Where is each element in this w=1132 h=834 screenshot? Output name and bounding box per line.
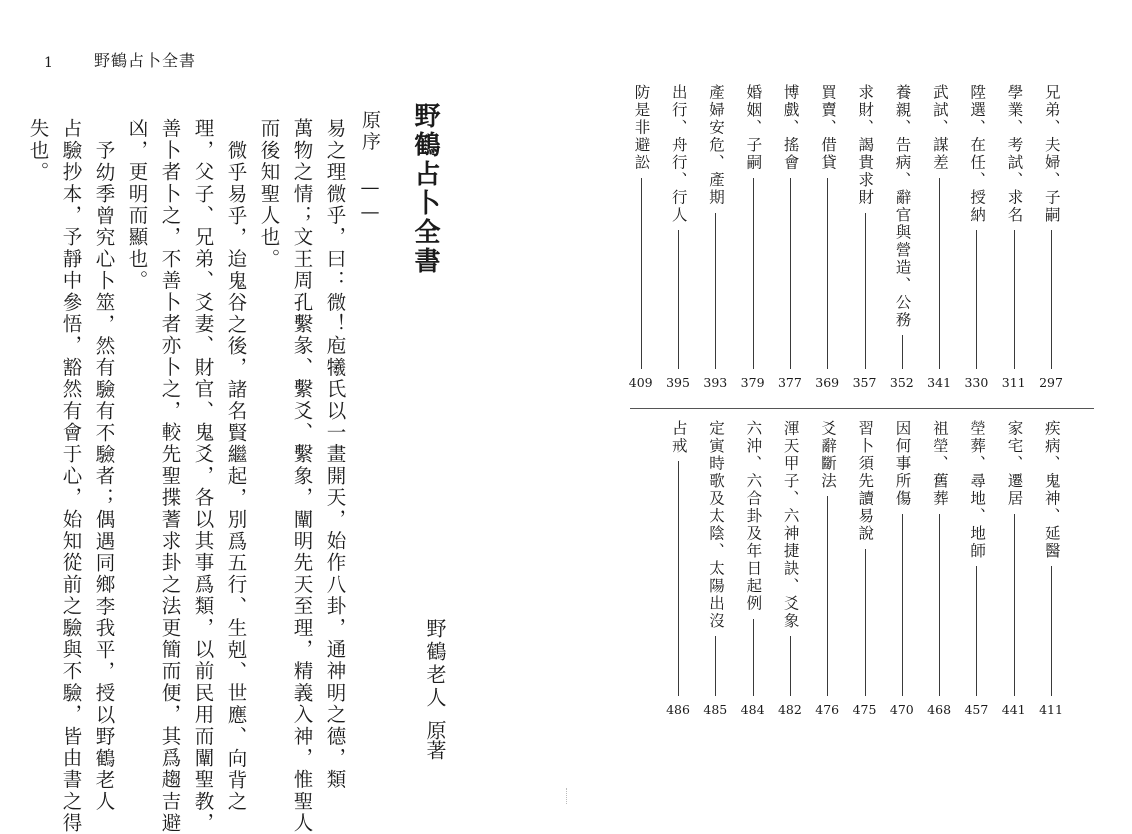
toc-entry	[738, 84, 768, 393]
toc-leader-line	[827, 496, 828, 696]
toc-entry-title: 祖塋、舊葬	[930, 420, 949, 508]
toc-entry-title: 防是非避訟	[632, 84, 651, 172]
toc-entry	[775, 84, 805, 393]
toc-page-number: 369	[815, 375, 840, 390]
toc-entry	[850, 84, 880, 393]
toc-entry-title: 疾病、鬼神、延醫	[1042, 420, 1061, 560]
toc-entry	[1036, 420, 1066, 720]
preface-column: 微乎易乎，迨鬼谷之後，諸名賢繼起，別爲五行、生剋、世應、向背之	[224, 140, 248, 813]
gutter-mark	[566, 788, 579, 804]
toc-page-number: 486	[666, 702, 690, 717]
toc-entry	[850, 420, 880, 720]
preface-heading: 原序 ——	[359, 110, 381, 225]
toc-leader-line	[678, 230, 679, 369]
toc-page-number: 409	[628, 375, 653, 390]
toc-leader-line	[827, 178, 828, 370]
toc-entry-title: 習卜須先讀易說	[856, 420, 875, 543]
toc-entry-title: 家宅、遷居	[1005, 420, 1024, 508]
preface-column: 予幼季曾究心卜筮，然有驗有不驗者；偶遇同鄉李我平，授以野鶴老人	[92, 140, 116, 813]
preface-column: 占驗抄本，予靜中參悟，豁然有會于心，始知從前之驗與不驗，皆由書之得	[59, 118, 83, 834]
toc-page-number: 395	[666, 375, 690, 390]
toc-entry-title: 博戲、搖會	[781, 84, 800, 172]
toc-leader-line	[678, 461, 679, 696]
toc-entry	[700, 420, 730, 720]
preface-column: 萬物之情；文王周孔繫彖、繫爻、繫象，闡明先天至理，精義入神，惟聖人	[290, 118, 314, 834]
toc-entry-title: 定寅時歌及太陰、太陽出沒	[707, 420, 726, 630]
toc-entry-title: 武試、謀差	[930, 84, 949, 172]
toc-page-number: 297	[1039, 375, 1063, 390]
toc-page-number: 377	[777, 375, 802, 390]
toc-leader-line	[939, 178, 940, 370]
toc-leader-line	[790, 178, 791, 370]
toc-leader-line	[1014, 514, 1015, 697]
preface-column: 善卜者卜之，不善卜者亦卜之，較先聖揲蓍求卦之法更簡而便，其爲趨吉避	[158, 118, 182, 834]
toc-entry-title: 因何事所傷	[893, 420, 912, 508]
toc-leader-line	[641, 178, 642, 370]
running-title: 野鶴占卜全書	[94, 51, 197, 70]
toc-leader-line	[753, 619, 754, 697]
toc-leader-line	[902, 335, 903, 369]
toc-page-number: 476	[815, 702, 840, 717]
toc-leader-line	[715, 213, 716, 370]
right-page	[566, 0, 1132, 814]
page-number: 1	[44, 55, 53, 71]
toc-page-number: 330	[964, 375, 989, 390]
toc-entry-title: 學業、考試、求名	[1005, 84, 1024, 224]
toc-entry	[738, 420, 768, 720]
preface-column: 失也。	[26, 118, 50, 184]
toc-entry	[663, 420, 693, 720]
toc-entry-title: 產婦安危、產期	[707, 84, 726, 207]
toc-leader-line	[865, 549, 866, 697]
toc-divider	[630, 408, 1094, 409]
toc-page-number: 357	[852, 375, 877, 390]
toc-entry	[812, 84, 842, 393]
toc-leader-line	[1051, 566, 1052, 696]
toc-page-number: 379	[740, 375, 765, 390]
toc-page-number: 411	[1039, 702, 1063, 717]
toc-entry	[887, 84, 917, 393]
book-title: 野鶴占卜全書	[410, 102, 440, 276]
toc-leader-line	[1051, 230, 1052, 369]
toc-page-number: 352	[889, 375, 914, 390]
toc-entry	[887, 420, 917, 720]
toc-entry-title: 爻辭斷法	[818, 420, 837, 490]
toc-page-number: 393	[703, 375, 728, 390]
toc-entry-title: 六沖、六合卦及年日起例	[744, 420, 763, 613]
toc-leader-line	[976, 230, 977, 369]
preface-column: 理，父子、兄弟、爻妻、財官、鬼爻，各以其事爲類，以前民用而闡聖教，	[191, 118, 215, 834]
toc-entry	[961, 84, 991, 393]
toc-entry	[812, 420, 842, 720]
toc-entry	[626, 84, 656, 393]
toc-entry-title: 塋葬、尋地、地師	[968, 420, 987, 560]
toc-entry-title: 養親、告病、辭官與營造、公務	[893, 84, 912, 329]
toc-entry	[775, 420, 805, 720]
toc-page-number: 470	[889, 702, 914, 717]
toc-leader-line	[902, 514, 903, 697]
toc-entry	[961, 420, 991, 720]
toc-page-number: 341	[927, 375, 952, 390]
toc-leader-line	[753, 178, 754, 370]
toc-page-number: 484	[740, 702, 765, 717]
toc-entry-title: 婚姻、子嗣	[744, 84, 763, 172]
toc-page-number: 311	[1001, 375, 1026, 390]
toc-entry	[924, 84, 954, 393]
toc-leader-line	[865, 213, 866, 370]
preface-column: 而後知聖人也。	[257, 118, 281, 270]
toc-entry-title: 買賣、借貸	[818, 84, 837, 172]
toc-entry	[1036, 84, 1066, 393]
toc-entry	[999, 84, 1029, 393]
preface-column: 凶，更明而顯也。	[125, 118, 149, 292]
toc-page-number: 468	[927, 702, 952, 717]
preface-column: 易之理微乎，曰：微！庖犧氏以一畫開天，始作八卦，通神明之德，類	[323, 118, 347, 791]
toc-leader-line	[1014, 230, 1015, 369]
author-name: 野鶴老人	[423, 618, 447, 710]
toc-entry	[999, 420, 1029, 720]
toc-leader-line	[939, 514, 940, 697]
toc-page-number: 475	[852, 702, 877, 717]
toc-entry-title: 兄弟、夫婦、子嗣	[1042, 84, 1061, 224]
toc-leader-line	[715, 636, 716, 696]
toc-entry-title: 陞選、在任、授納	[968, 84, 987, 224]
toc-entry-title: 出行、舟行、行人	[669, 84, 688, 224]
toc-page-number: 482	[777, 702, 802, 717]
toc-entry	[700, 84, 730, 393]
toc-page-number: 485	[703, 702, 728, 717]
toc-page-number: 441	[1001, 702, 1026, 717]
toc-entry-title: 求財、謁貴求財	[856, 84, 875, 207]
toc-page-number: 457	[964, 702, 989, 717]
toc-entry-title: 渾天甲子、六神捷訣、爻象	[781, 420, 800, 630]
toc-entry-title: 占戒	[669, 420, 688, 455]
author-role: 原著	[423, 720, 447, 760]
toc-entry	[924, 420, 954, 720]
toc-entry	[663, 84, 693, 393]
toc-leader-line	[976, 566, 977, 696]
toc-leader-line	[790, 636, 791, 696]
